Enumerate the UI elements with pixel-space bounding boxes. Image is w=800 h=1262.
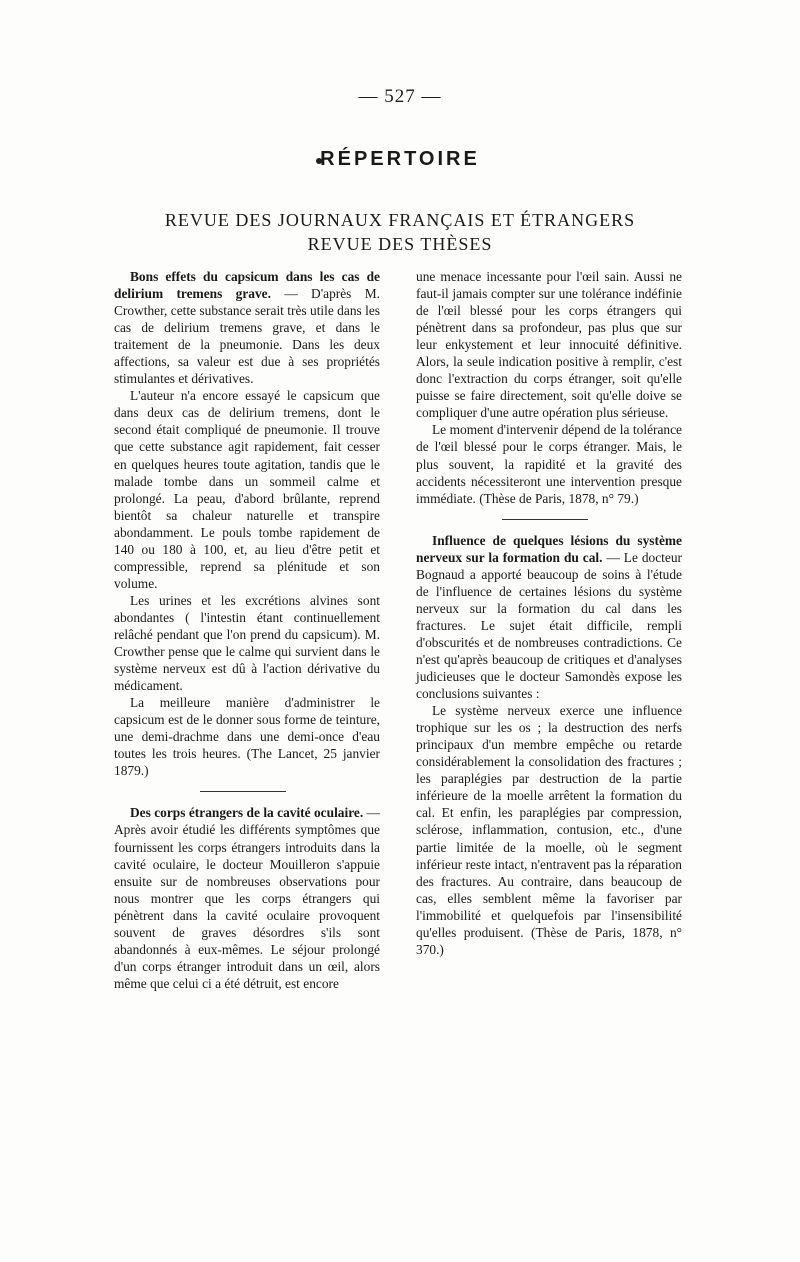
article-influence-cal <box>416 532 682 958</box>
article-title: Influence de quelques lésions du système nerveux sur la formation du cal. <box>416 532 682 565</box>
article-text: — Le docteur Bognaud a apporté beaucoup de soins à l'étude de l'influence de certaines lésions du système nerveux sur la formation du cal dans les fractures. Le sujet était difficile, rempli d'obscurités et de nombreuses contradictions. Ce n'est qu'après beaucoup de critiques et d'analyses judicieuses que le docteur Samondès expose les conclusions suivantes : <box>416 549 683 702</box>
article-paragraph: La meilleure manière d'administrer le capsicum est de le donner sous forme de teinture, une demi-drachme dans une demi-once d'eau toutes les trois heures. (The Lancet, 25 janvier 1879.) <box>114 695 380 779</box>
section-title: RÉPERTOIRE <box>320 148 480 170</box>
article-title: Des corps étrangers de la cavité oculaire. <box>130 805 364 821</box>
right-column <box>416 268 682 958</box>
article-text: — D'après M. Crowther, cette substance serait très utile dans les cas de delirium tremens grave, et dans le traitement de la pneumonie. Dans les deux affections, sa valeur est due à ses propriétés stimulantes et dérivatives. <box>114 286 380 387</box>
separator-rule <box>200 791 286 792</box>
article-paragraph: Le moment d'intervenir dépend de la tolérance de l'œil blessé pour le corps étranger. Mais, le plus souvent, la rapidité et la gravité des accidents nécessiteront une intervention presque immédiate. (Thèse de Paris, 1878, n° 79.) <box>416 422 682 506</box>
article-corps-etrangers <box>114 804 380 992</box>
left-column <box>114 268 380 992</box>
article-paragraph: L'auteur n'a encore essayé le capsicum que dans deux cas de delirium tremens, dont le second était compliqué de pneumonie. Il trouve que cette substance agit rapidement, fait cesser en quelques heures toute agitation, tandis que le malade tombe dans un sommeil calme et prolongé. La peau, d'abord brûlante, reprend bientôt sa chaleur naturelle et transpire abondamment. Le pouls tombe rapidement de 140 ou 180 à 100, et, au lieu d'être petit et compressible, reprend sa plénitude et son volume. <box>114 388 380 591</box>
article-text: — Après avoir étudié les différents symptômes que fournissent les corps étrangers introduits dans la cavité oculaire, le docteur Mouilleron s'appuie ensuite sur de nombreuses observations pour nous montrer que les corps étrangers qui pénètrent dans la cavité oculaire provoquent souvent de graves désordres s'ils sont abandonnés à eux-mêmes. Le séjour prolongé d'un corps étranger introduit dans un œil, alors même que celui ci a été détruit, est encore <box>114 805 380 991</box>
article-paragraph: Le système nerveux exerce une influence trophique sur les os ; la destruction des nerfs principaux d'un membre empêche ou retarde considérablement la consolidation des fractures ; les paraplégies par destruction de la partie inférieure de la moelle arrêtent la formation du cal. Et enfin, les paraplégies par compression, sclérose, inflammation, contusion, etc., d'une partie limitée de la moelle, où le segment inférieur reste intact, n'entravent pas la réparation des fractures. Au contraire, dans beaucoup de cas, elles semblent même la favoriser par l'immobilité et quelquefois par l'insensibilité qu'elles produisent. (Thèse de Paris, 1878, n° 370.) <box>416 703 682 957</box>
page-number: — 527 — <box>358 86 442 107</box>
separator-rule <box>502 519 588 520</box>
article-paragraph: une menace incessante pour l'œil sain. Aussi ne faut-il jamais compter sur une tolérance indéfinie de l'œil blessé pour les corps étrangers qui pénètrent dans sa profondeur, pas plus que sur leur enkystement et leur innocuité définitive. Alors, la seule indication positive à remplir, c'est donc l'extraction du corps étranger, soit qu'elle puisse se faire directement, soit qu'elle doive se compliquer d'une autre opération plus sérieuse. <box>416 269 682 421</box>
subtitle-journals: REVUE DES JOURNAUX FRANÇAIS ET ÉTRANGERS <box>164 210 636 230</box>
article-title: Bons effets du capsicum dans les cas de delirium tremens grave. <box>114 269 380 302</box>
article-paragraph: Les urines et les excrétions alvines sont abondantes ( l'intestin étant continuellement relâché pendant que l'on prend du capsicum). M. Crowther pense que le calme qui survient dans le système nerveux est dû à l'action dérivative du médicament. <box>114 592 380 694</box>
article-capsicum <box>114 268 380 779</box>
subtitle-theses: REVUE DES THÈSES <box>307 234 493 254</box>
article-corps-etrangers-cont <box>416 268 682 507</box>
